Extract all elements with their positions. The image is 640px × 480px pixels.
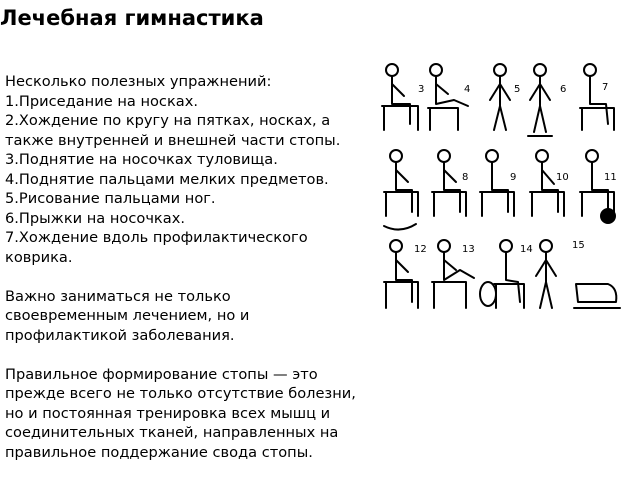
paragraph2-line: прежде всего не только отсутствие болезни,: [5, 385, 356, 402]
figure-seated-ball: [580, 150, 615, 223]
exercise-drawings: [378, 56, 624, 312]
figure-seated-3: [580, 64, 614, 130]
paragraph2-line: но и постоянная тренировка всех мышц и: [5, 404, 331, 422]
figure-seated-5: [432, 150, 469, 216]
exercise-line: 5.Рисование пальцами ног.: [5, 190, 216, 207]
paragraph1-line: профилактикой заболевания.: [5, 326, 235, 344]
figure-seated-4: [384, 150, 418, 230]
figure-standing-1: [490, 64, 510, 130]
figure-standing-3: [536, 240, 556, 308]
figure-number: 5: [514, 84, 521, 95]
page-title: Лечебная гимнастика: [0, 6, 264, 30]
figure-number: 11: [604, 172, 617, 183]
foot-detail: [574, 284, 620, 308]
exercise-line: 7.Хождение вдоль профилактического: [5, 229, 308, 246]
figure-seated-1: [382, 64, 418, 130]
figure-seated-6: [480, 150, 517, 216]
exercise-line: 1.Приседание на носках.: [5, 92, 198, 110]
figure-number: 9: [510, 172, 517, 183]
paragraph2-line: соединительных тканей, направленных на: [5, 424, 339, 441]
paragraph1-line: своевременным лечением, но и: [5, 307, 250, 324]
figure-number: 13: [462, 244, 475, 255]
figure-number: 4: [464, 84, 471, 95]
figure-number: 6: [560, 84, 567, 95]
figure-seated-7: [530, 150, 564, 216]
intro-line: Несколько полезных упражнений:: [5, 73, 272, 90]
exercise-line: 2.Хождение по кругу на пятках, носках, а: [5, 112, 331, 129]
figure-number: 10: [556, 172, 569, 183]
body-text: [5, 72, 390, 462]
exercise-illustration: [378, 56, 624, 312]
exercise-line: 3.Поднятие на носочках туловища.: [5, 151, 278, 168]
exercise-line: 6.Прыжки на носочках.: [5, 209, 185, 227]
figure-number: 8: [462, 172, 469, 183]
exercise-line: коврика.: [5, 248, 73, 266]
exercise-line: также внутренней и внешней части стопы.: [5, 131, 341, 149]
figure-seated-8: [384, 240, 418, 308]
figure-number: 7: [602, 82, 609, 93]
paragraph2-line: правильное поддержание свода стопы.: [5, 443, 313, 461]
paragraph1-line: Важно заниматься не только: [5, 287, 231, 305]
figure-number: 15: [572, 240, 585, 251]
figure-seated-2: [428, 64, 471, 130]
exercise-line: 4.Поднятие пальцами мелких предметов.: [5, 170, 329, 188]
paragraph2-line: Правильное формирование стопы — это: [5, 365, 318, 383]
figure-seated-hoop: [480, 240, 524, 308]
figure-number: 14: [520, 244, 533, 255]
figure-number: 12: [414, 244, 427, 255]
figure-standing-2: [528, 64, 552, 136]
figure-number: 3: [418, 84, 425, 95]
